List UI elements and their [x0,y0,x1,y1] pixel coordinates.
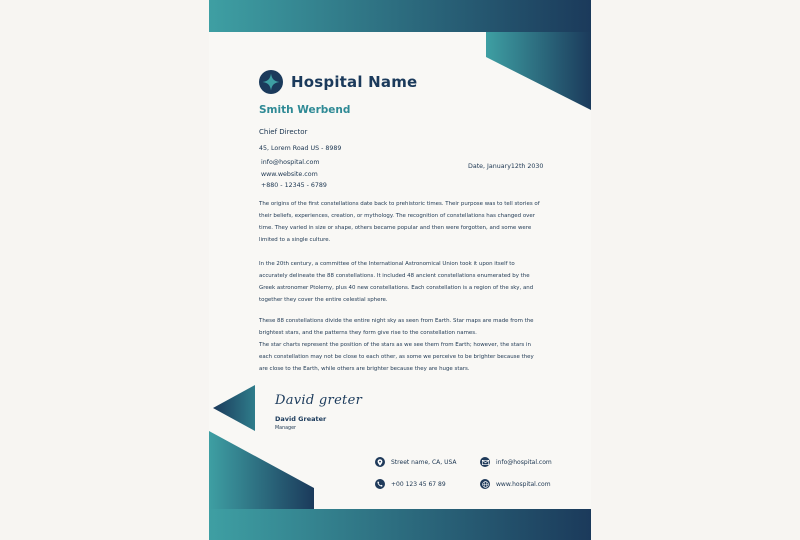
footer-phone [375,479,446,489]
signature-script: David greter [275,393,363,408]
sender-phone: +880 - 12345 - 6789 [261,182,327,189]
letter-date: Date, January12th 2030 [468,163,544,170]
letterhead-page [209,0,591,540]
sender-role: Chief Director [259,128,308,136]
footer-email-text[interactable]: info@hospital.com [496,458,552,466]
top-right-shape [486,32,591,110]
footer-website [480,479,551,489]
footer-website-text[interactable]: www.hospital.com [496,480,551,488]
sender-contacts [261,157,327,192]
star-logo-icon [259,70,283,94]
body-paragraph-3 [259,315,541,375]
footer-phone-text[interactable]: +00 123 45 67 89 [391,480,446,488]
signatory-name: David Greater [275,415,327,423]
sender-email: info@hospital.com [261,159,320,166]
body-paragraph-3a: These 88 constellations divide the entire night sky as seen from Earth. Star maps are made from the brightest stars, and the patterns they form give rise to the constellation names. [259,318,534,336]
body-paragraph-2: In the 20th century, a committee of the International Astronomical Union took it upon itself to accurately delineate the 88 constellations. It included 48 ancient constellations enumerated by the Greek astronomer Ptolemy, plus 40 new constellations. Each constellation is a region of the sky, and together they cover the entire celestial sphere. [259,261,534,303]
footer-address [375,457,457,467]
top-banner [209,0,591,32]
hospital-name: Hospital Name [291,73,418,91]
signatory-title: Manager [275,426,297,431]
logo-block [259,70,417,94]
bottom-banner [209,509,591,540]
footer-email [480,457,552,467]
body-paragraph-3b: The star charts represent the position of the stars as we see them from Earth; however, the stars in each constellation may not be close to each other, as some we perceive to be brighter because they are close to the Earth, while others are brighter because they are huge stars. [259,342,534,372]
body-paragraph-1: The origins of the first constellations date back to prehistoric times. Their purpose was to tell stories of their beliefs, experiences, creation, or mythology. The recognition of constellations has changed over time. They varied in size or shape, others became popular and then were forgotten, and some were limited to a single culture. [259,201,540,243]
footer-address-text: Street name, CA, USA [391,458,457,466]
sender-name: Smith Werbend [259,104,351,116]
signature-triangle [213,385,255,431]
phone-icon [375,479,385,489]
globe-icon [480,479,490,489]
sender-address: 45, Lorem Road US - 8989 [259,145,342,152]
envelope-icon [480,457,490,467]
location-pin-icon [375,457,385,467]
sender-website: www.website.com [261,170,318,178]
